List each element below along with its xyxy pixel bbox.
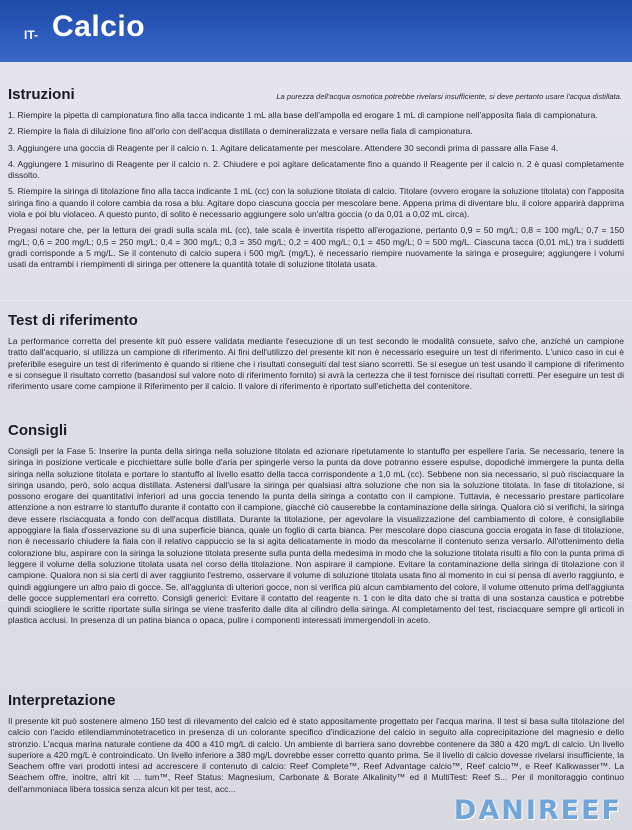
step-1: 1. Riempire la pipetta di campionatura fino alla tacca indicante 1 mL alla base dell'ampolla ed erogare 1 mL di campione nell'apposita fiala di campionatura.: [8, 110, 598, 120]
section-test-riferimento: [8, 312, 624, 392]
section-istruzioni: [8, 86, 624, 271]
watermark-logo: DANIREEF: [453, 795, 622, 826]
section-title: Istruzioni: [8, 86, 75, 103]
section-note: La purezza dell'acqua osmotica potrebbe rivelarsi insufficiente, si deve pertanto usare l'acqua distillata.: [276, 92, 622, 101]
header-banner: [0, 0, 632, 62]
language-code: IT-: [24, 28, 38, 42]
section-paragraph: Il presente kit può sostenere almeno 150 test di rilevamento del calcio ed è stato appositamente progettato per l'acqua marina. Il test si basa sulla titolazione del calcio con l'acido etilendiamminotetracetico in presenza di un colorante specifico d'indicazione del calcio in seguito alla coprecipitazione del magnesio e dello stronzio. L'acqua marina naturale contiene da 400 a 410 mg/L di calcio. Un ambiente di barriera sano dovrebbe contenere da 380 a 420 mg/L di calcio. Un livello superiore a 420 mg/L è controindicato. Un livello inferiore a 380 mg/L dovrebbe esser corretto quanto prima. Se il livello di calcio dovesse rivelarsi insufficiente, la Seachem offre vari prodotti intesi ad accrescere il contenuto di calcio: Reef Complete™, Reef Advantage calcio™, Reef calcio™, e Reef Kalkwasser™. La Seachem offre, inoltre, altri kit ... tum™, Reef Status: Magnesium, Carbonate & Borate Alkalinity™ ed il MultiTest: Reef S... Per il monitoraggio continuo dell'ammoniaca libera tossica senza alcun kit per test, acc...: [8, 716, 624, 794]
step-3: 3. Aggiungere una goccia di Reagente per il calcio n. 1. Agitare delicatamente per mescolare. Attendere 30 secondi prima di passare alla Fase 4.: [8, 142, 559, 153]
section-title: Interpretazione: [8, 692, 116, 709]
page-title: Calcio: [52, 10, 146, 43]
section-interpretazione: [8, 692, 624, 795]
section-paragraph: La performance corretta del presente kit può essere validata mediante l'esecuzione di un test secondo le modalità consuete, salvo che, anziché un campione tratto dall'acquario, si utilizza un campione di riferimento. Ai fini dell'utilizzo del presente kit non è necessario eseguire un test di riferimento. L'unico caso in cui è preferibile eseguire un test di riferimento è quando si ritiene che i risultati conseguiti dal test siano scorretti. Se si esegue un test usando il campione di riferimento e si consegue il risultato corretto (basandosi sul valore noto di riferimento fornito) si avrà la certezza che il test fornisce dei risultati corretti. Per eseguire un test di riferimento usare come campione il Riferimento per il calcio. Il valore di riferimento è riportato sull'etichetta del contenitore.: [8, 336, 624, 392]
step-4: 4. Aggiungere 1 misurino di Reagente per il calcio n. 2. Chiudere e poi agitare delicatamente fino a quando il Reagente per il calcio n. 2 è quasi completamente dissolto.: [8, 158, 624, 181]
reading-note: Pregasi notare che, per la lettura dei gradi sulla scala mL (cc), tale scala è invertita rispetto all'erogazione, pertanto 0,9 = 50 mg/L; 0,8 = 100 mg/L; 0,7 = 150 mg/L; 0,6 = 200 mg/L; 0,5 = 250 mg/L; 0,4 = 300 mg/L; 0,3 = 350 mg/L; 0,2 = 400 mg/L; 0,1 = 450 mg/L; 0 = 500 mg/L. Ciascuna tacca (0,01 mL) tra i suddetti gradi corrisponde a 5 mg/L. Se il contenuto di calcio supera i 500 mg/L (mg/L), è necessario riempire nuovamente la siringa e proseguire; aggiungere i volumi usati da entrambi i riempimenti di siringa per ottenere la quantità totale di soluzione titolata usata.: [8, 225, 624, 270]
step-5: 5. Riempire la siringa di titolazione fino alla tacca indicante 1 mL (cc) con la soluzione titolata di calcio. Titolare (ovvero erogare la soluzione titolata) con l'apposita siringa fino a quando il colore cambia da rosa a blu. Agitare dopo ciascuna goccia per mescolare bene. Appena prima di diventare blu, il colore apparirà dapprima viola e poi blu violaceo. A questo punto, di solito è necessario aggiungere solo un'altra goccia (o da 0,01 a 0,02 mL circa).: [8, 186, 624, 220]
section-title: Test di riferimento: [8, 312, 138, 329]
step-2: 2. Riempire la fiala di diluizione fino all'orlo con dell'acqua distillata o demineralizzata e versare nella fiala di campionatura.: [8, 126, 473, 137]
section-title: Consigli: [8, 422, 68, 439]
section-consigli: [8, 422, 624, 627]
section-paragraph: Consigli per la Fase 5: Inserire la punta della siringa nella soluzione titolata ed azionare ripetutamente lo stantuffo per espellere l'aria. Se necessario, tenere la siringa in posizione verticale e picchiettare sulle bolle d'aria per spingerle verso la punta da dove potranno essere espulse, dopodiché immergere la punta della siringa nella soluzione titolata e portare lo stantuffo al livello esatto della tacca corrispondente a 1,0 mL (cc). Sebbene non sia necessario, si può risciacquare la siringa usando, però, solo acqua distillata. Astenersi dall'usare la siringa per qualsiasi altra soluzione che non sia la soluzione titolata. In fase di titolazione, si possono erogare dei quantitativi inferiori ad una goccia tenendo la punta della siringa a contatto con il campione. Tuttavia, è necessario prestare particolare attenzione a non estrarre lo stantuffo durante il contatto con il campione, giacché ciò causerebbe la contaminazione della siringa. Qualora ciò si verifichi, la siringa deve essere risciacquata a fondo con dell'acqua distillata. Durante la titolazione, per agevolare la visualizzazione del cambiamento di colore, è consigliabile appoggiare la fiala d'osservazione su di una superficie bianca, quale un foglio di carta bianca. Per mescolare dopo ciascuna goccia erogata in fase di titolazione, non è necessario chiudere la fiala con il relativo cappuccio se la si agita delicatamente in modo da mescolarne il contenuto senza versarlo. All'ottenimento della colorazione blu, aspirare con la siringa la soluzione titolata presente sulla punta della medesima in modo che la soluzione titolata risulti a filo con la punta prima di leggere il volume della soluzione titolata usata nel corso della titolazione. Non aspirare il campione. Evitare la contaminazione della siringa di titolazione con il campione. Qualora non si sia certi di aver raggiunto l'estremo, osservare il volume di soluzione titolata usata fino al momento in cui si pensa di averlo raggiunto, e quindi aggiungere un altro paio di gocce. Se, all'aggiunta di ulteriori gocce, non si verifica più alcun cambiamento del colore, il volume ottenuto prima dell'aggiunta delle gocce supplementari era corretto. Consigli generici: Evitare il contatto del reagente n. 1 con le dita dato che si tratta di una sostanza caustica e potrebbe quindi sciogliere le scritte riportate sulla siringa se viene trasferito dalle dita al cilindro della siringa. Al completamento del test, risciacquare sempre gli articoli in plastica acclusi. In presenza di un patina bianca o opaca, pulire i componenti interessati immergendoli in aceto.: [8, 446, 624, 626]
paper-fold: [0, 300, 632, 301]
